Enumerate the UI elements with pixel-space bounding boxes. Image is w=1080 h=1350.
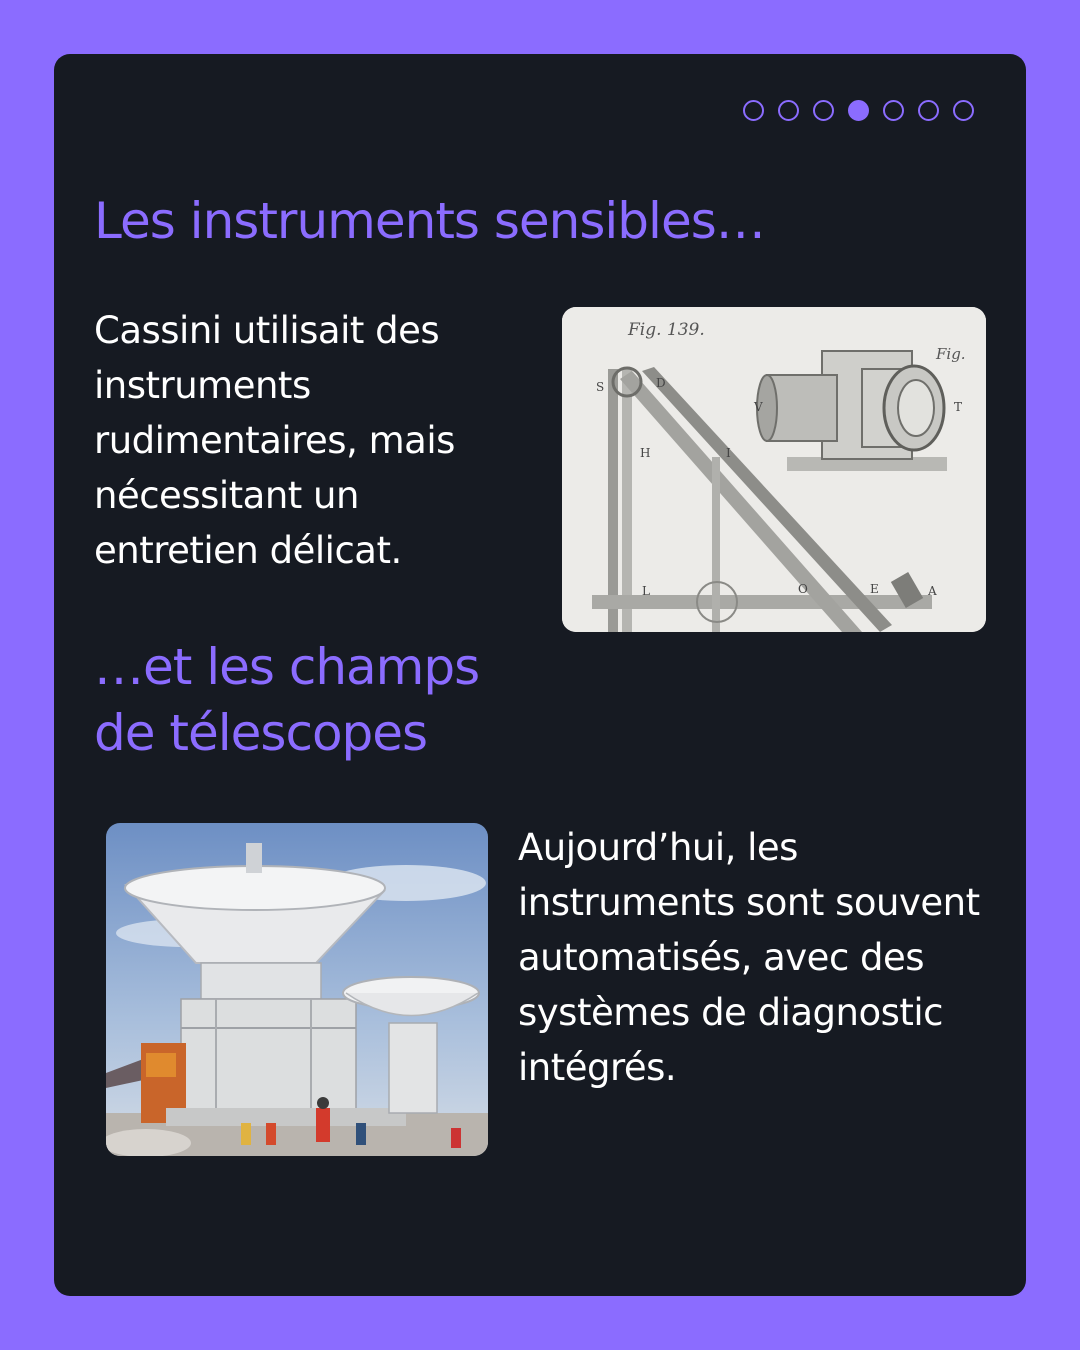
pagination-dot — [813, 100, 834, 121]
pagination-dot — [918, 100, 939, 121]
pagination-dot — [953, 100, 974, 121]
engraving-letter: O — [798, 582, 808, 596]
pagination-dots — [743, 100, 974, 121]
engraving-letter: T — [954, 400, 963, 414]
engraving-letter: A — [928, 584, 937, 598]
engraving-drawing — [562, 307, 986, 632]
telescope-drawing — [106, 823, 488, 1156]
slide-card — [54, 54, 1026, 1296]
engraving-fig-label-right: Fig. — [936, 345, 966, 363]
pagination-dot — [778, 100, 799, 121]
engraving-letter: S — [596, 380, 605, 394]
heading-telescopes: …et les champs de télescopes — [94, 638, 480, 762]
paragraph-cassini: Cassini utilisait des instruments rudimentaires, mais nécessitant un entretien délicat. — [94, 309, 455, 572]
engraving-letter: V — [754, 400, 763, 414]
paragraph-today: Aujourd’hui, les instruments sont souvent automatisés, avec des systèmes de diagnostic intégrés. — [518, 826, 980, 1089]
pagination-dot — [883, 100, 904, 121]
pagination-dot — [743, 100, 764, 121]
engraving-image — [562, 307, 986, 632]
heading-instruments: Les instruments sensibles… — [94, 192, 765, 250]
engraving-fig-label: Fig. 139. — [628, 320, 705, 340]
telescope-photo — [106, 823, 488, 1156]
engraving-letter: I — [726, 446, 731, 460]
pagination-dot — [848, 100, 869, 121]
engraving-letter: E — [870, 582, 879, 596]
engraving-letter: L — [642, 584, 650, 598]
engraving-letter: H — [640, 446, 651, 460]
engraving-letter: D — [656, 376, 666, 390]
